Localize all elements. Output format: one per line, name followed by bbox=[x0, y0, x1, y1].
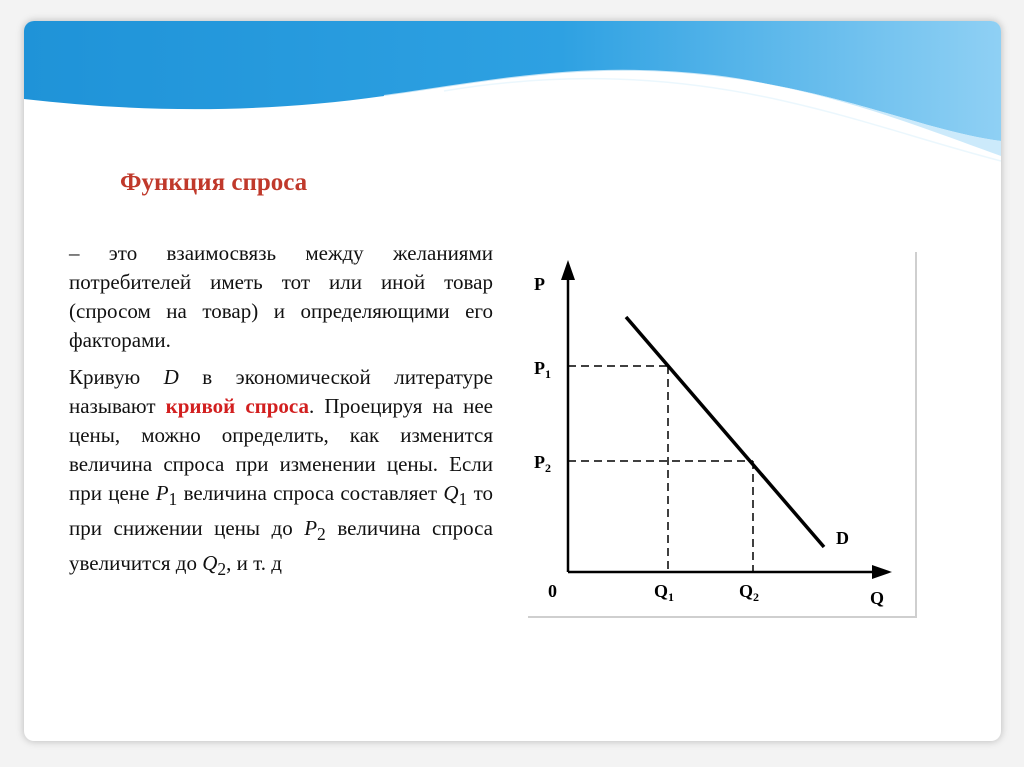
price-symbol: P bbox=[304, 516, 318, 541]
quantity-symbol: Q bbox=[202, 551, 218, 576]
header-wave bbox=[24, 21, 1001, 181]
p1-label bbox=[534, 358, 551, 381]
demand-graph-figure bbox=[528, 252, 917, 618]
quantity-subscript: 1 bbox=[458, 489, 468, 510]
p2-letter: P bbox=[534, 452, 545, 472]
x-axis-label: Q bbox=[870, 588, 885, 608]
q1-subscript: 1 bbox=[668, 590, 675, 604]
p2-label bbox=[534, 452, 551, 475]
text-run: , и т. д bbox=[226, 551, 282, 576]
q2-letter: Q bbox=[739, 581, 754, 601]
q2-label bbox=[739, 581, 759, 604]
text-run: величина спроса увеличится до bbox=[69, 516, 494, 576]
slide-title: Функция спроса bbox=[120, 169, 308, 196]
slide bbox=[24, 21, 1001, 741]
p2-subscript: 2 bbox=[545, 461, 551, 475]
explanation-paragraph bbox=[69, 363, 493, 585]
q1-letter: Q bbox=[654, 581, 669, 601]
q1-label bbox=[654, 581, 674, 604]
demand-graph bbox=[528, 252, 915, 616]
x-axis-arrow bbox=[872, 565, 892, 579]
p1-letter: P bbox=[534, 358, 545, 378]
text-run: в экономической литературе называют bbox=[69, 365, 493, 418]
text-run: Кривую bbox=[69, 365, 164, 389]
curve-label: D bbox=[836, 528, 849, 548]
demand-curve bbox=[626, 317, 824, 547]
q2-subscript: 2 bbox=[753, 590, 760, 604]
y-axis-label: P bbox=[534, 274, 545, 294]
highlight-term: кривой спроса bbox=[165, 394, 310, 418]
quantity-subscript: 2 bbox=[217, 559, 227, 580]
price-symbol: P bbox=[155, 481, 169, 505]
price-subscript: 2 bbox=[317, 524, 326, 545]
text-run: . Проецируя на нее цены, можно определить, как изменится величина спроса при изменении цены. Если при цене bbox=[69, 394, 493, 505]
curve-symbol: D bbox=[163, 365, 179, 389]
text-run: то при снижении цены до bbox=[69, 481, 493, 541]
p1-subscript: 1 bbox=[545, 367, 551, 381]
text-run: величина спроса составляет bbox=[177, 481, 444, 505]
origin-label: 0 bbox=[548, 581, 557, 601]
quantity-symbol: Q bbox=[443, 481, 459, 505]
y-axis-arrow bbox=[561, 260, 575, 280]
price-subscript: 1 bbox=[168, 489, 178, 510]
definition-paragraph: – это взаимосвязь между желаниями потребителей иметь тот или иной товар (спросом на товар) и определяющими его факторами. bbox=[69, 241, 493, 352]
